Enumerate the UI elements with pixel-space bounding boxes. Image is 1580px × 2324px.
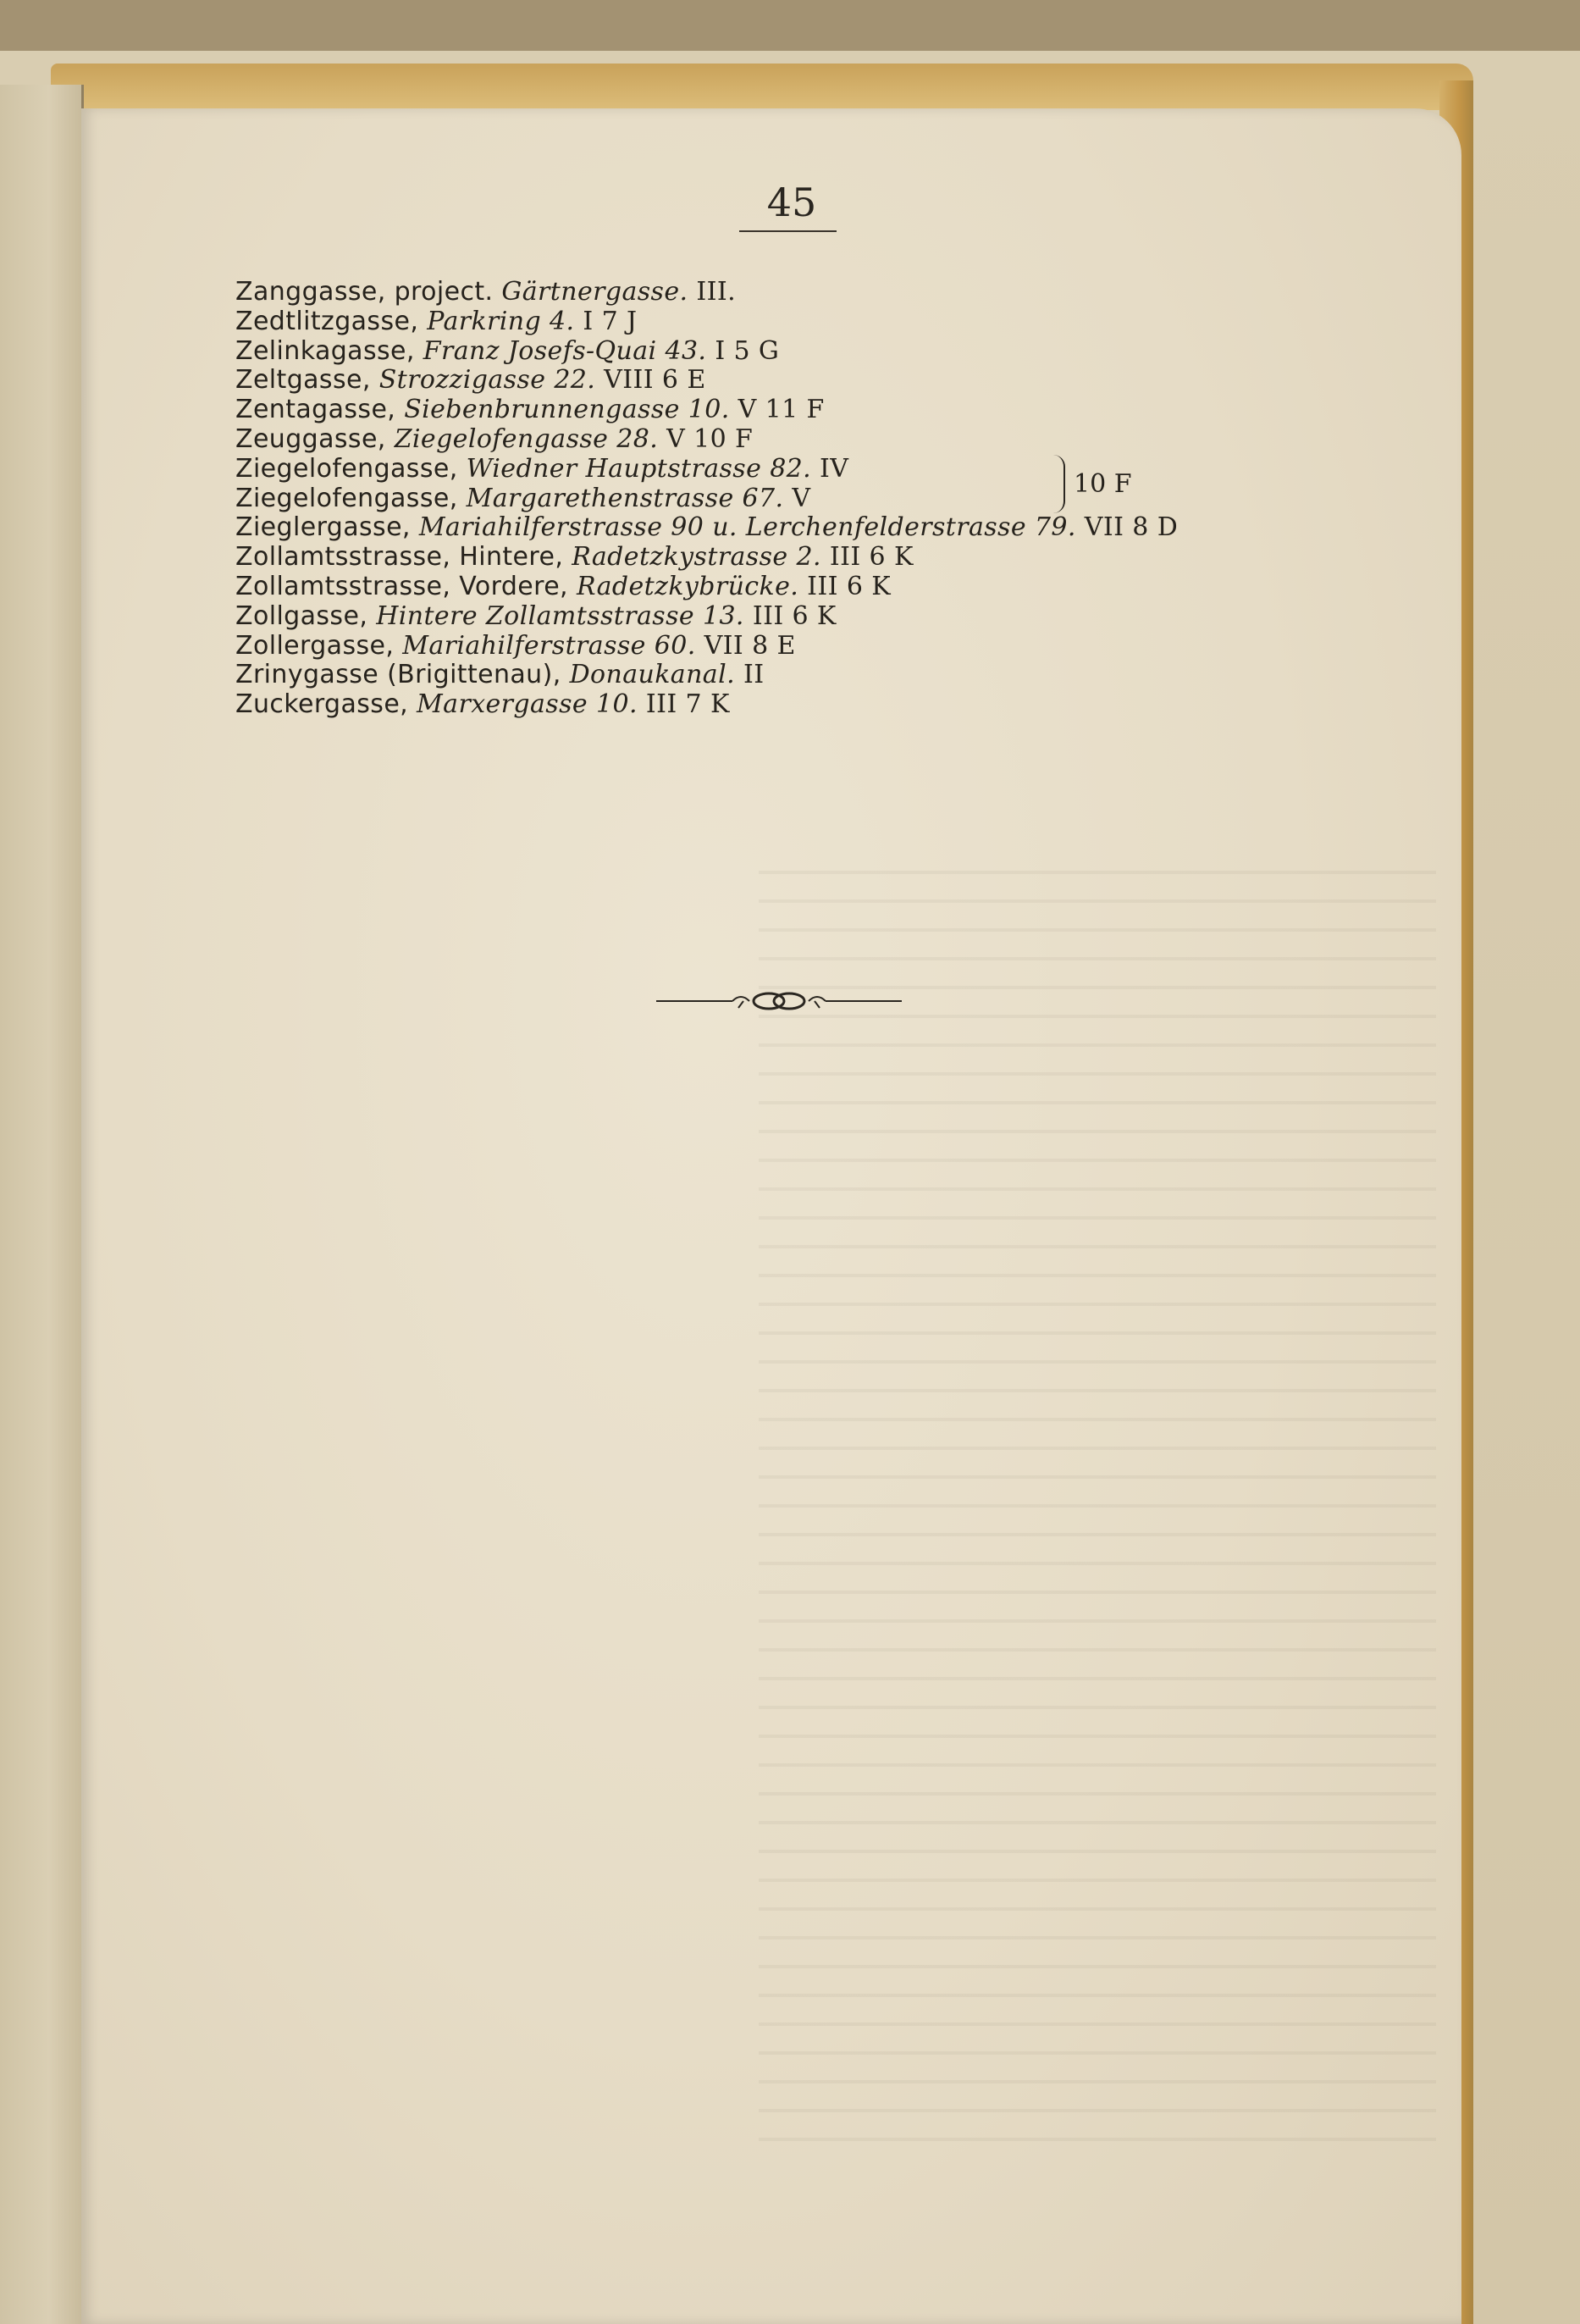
street-reference: Strozzigasse 22. bbox=[378, 365, 596, 396]
street-name: Zollamtsstrasse, Vordere, bbox=[235, 571, 568, 601]
street-name: Zanggasse, project. bbox=[235, 277, 494, 307]
book-cover-top-edge bbox=[51, 64, 1473, 110]
bracketed-entries bbox=[235, 455, 1370, 514]
street-reference: Gärtnergasse. bbox=[501, 277, 688, 307]
street-name: Zeltgasse, bbox=[235, 365, 371, 396]
street-reference: Mariahilferstrasse 60. bbox=[402, 630, 696, 661]
page-number-rule bbox=[739, 230, 837, 232]
district-grid: V 10 F bbox=[666, 423, 754, 454]
street-reference: Mariahilferstrasse 90 u. Lerchenfelderstrasse 79. bbox=[418, 512, 1076, 543]
index-entry bbox=[235, 632, 1370, 661]
street-reference: Radetzkybrücke. bbox=[576, 571, 799, 601]
street-name: Zrinygasse (Brigittenau), bbox=[235, 660, 561, 690]
district-grid: VIII 6 E bbox=[604, 365, 706, 396]
index-entry bbox=[235, 602, 1370, 632]
index-entry bbox=[235, 278, 1370, 307]
district-grid: III 6 K bbox=[807, 571, 892, 601]
decorative-ornament-icon bbox=[652, 982, 906, 1016]
street-name: Zedtlitzgasse, bbox=[235, 306, 419, 336]
street-reference: Marxergasse 10. bbox=[417, 689, 638, 720]
index-entry bbox=[235, 661, 1370, 690]
street-name: Zollamtsstrasse, Hintere, bbox=[235, 542, 564, 573]
curly-brace bbox=[1048, 455, 1065, 513]
street-reference: Ziegelofengasse 28. bbox=[394, 423, 659, 454]
index-entry bbox=[235, 396, 1370, 425]
district-grid: IV bbox=[820, 453, 849, 484]
district-grid: III 6 K bbox=[829, 542, 914, 573]
district-grid: VII 8 E bbox=[704, 630, 796, 661]
index-entry bbox=[235, 513, 1370, 543]
district-grid: V 11 F bbox=[738, 395, 825, 425]
street-reference: Parkring 4. bbox=[427, 306, 575, 336]
street-reference: Margarethenstrasse 67. bbox=[466, 483, 784, 513]
district-grid: V bbox=[792, 483, 811, 513]
street-name: Zelinkagasse, bbox=[235, 335, 415, 366]
street-reference: Wiedner Hauptstrasse 82. bbox=[466, 453, 812, 484]
district-grid: I 7 J bbox=[583, 306, 638, 336]
street-name: Ziegelofengasse, bbox=[235, 483, 458, 513]
street-name: Zieglergasse, bbox=[235, 512, 411, 543]
index-entry bbox=[235, 307, 1370, 337]
left-page-edge bbox=[0, 85, 84, 2324]
index-entry bbox=[235, 337, 1370, 367]
index-entry bbox=[235, 455, 1370, 484]
district-grid: III. bbox=[696, 277, 737, 307]
street-name: Ziegelofengasse, bbox=[235, 453, 458, 484]
index-entry bbox=[235, 425, 1370, 455]
street-reference: Hintere Zollamtsstrasse 13. bbox=[376, 600, 744, 631]
district-grid: I 5 G bbox=[715, 335, 780, 366]
street-name: Zollergasse, bbox=[235, 630, 395, 661]
district-grid: VII 8 D bbox=[1084, 512, 1179, 543]
street-reference: Radetzkystrasse 2. bbox=[572, 542, 821, 573]
page-number: 45 bbox=[766, 180, 817, 225]
street-reference: Franz Josefs-Quai 43. bbox=[423, 335, 707, 366]
district-grid: III 6 K bbox=[752, 600, 837, 631]
district-grid: III 7 K bbox=[645, 689, 730, 720]
street-index bbox=[235, 278, 1370, 720]
shared-grid-reference: 10 F bbox=[1074, 468, 1132, 499]
street-name: Zeuggasse, bbox=[235, 423, 386, 454]
street-reference: Siebenbrunnengasse 10. bbox=[404, 395, 730, 425]
index-entry bbox=[235, 366, 1370, 396]
index-entry bbox=[235, 690, 1370, 720]
street-name: Zuckergasse, bbox=[235, 689, 409, 720]
index-entry bbox=[235, 543, 1370, 573]
show-through-text bbox=[759, 871, 1436, 2141]
index-entry bbox=[235, 573, 1370, 602]
street-name: Zentagasse, bbox=[235, 395, 396, 425]
street-reference: Donaukanal. bbox=[569, 660, 736, 690]
street-name: Zollgasse, bbox=[235, 600, 368, 631]
district-grid: II bbox=[743, 660, 765, 690]
index-entry bbox=[235, 484, 1370, 514]
